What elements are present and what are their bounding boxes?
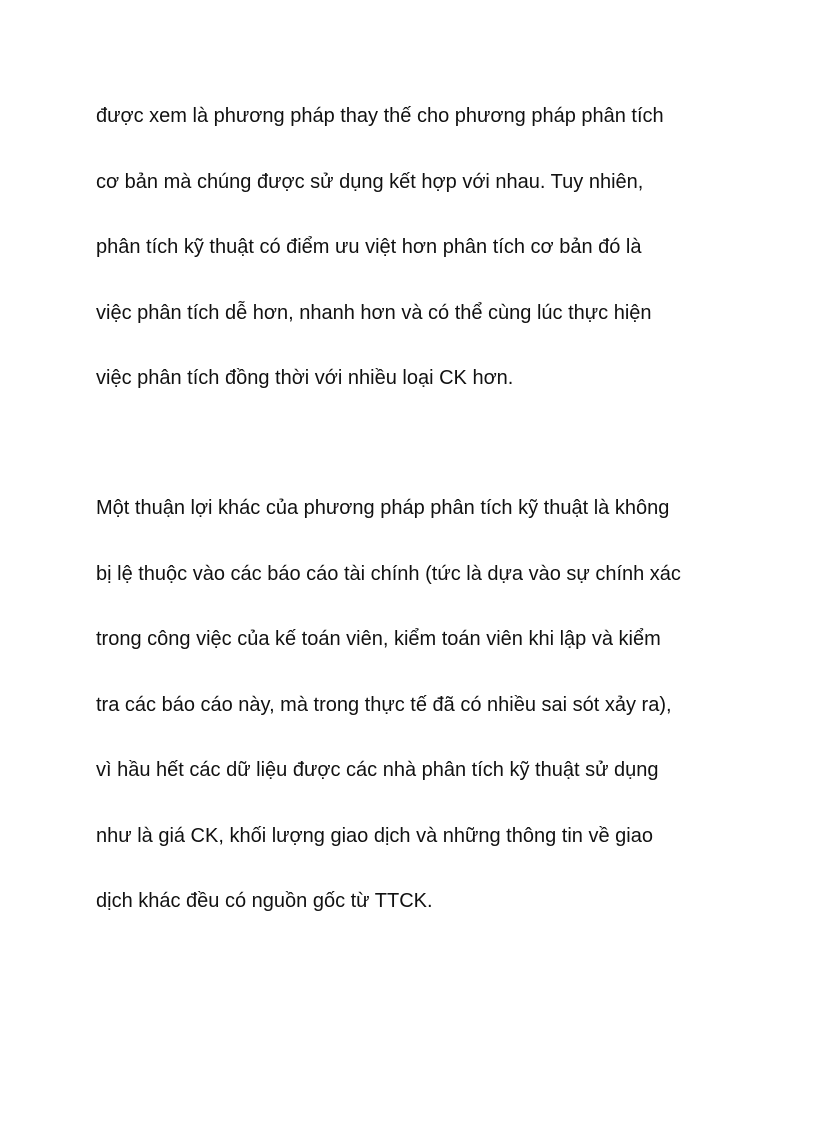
text-line: được xem là phương pháp thay thế cho phương pháp phân tích [96, 105, 664, 127]
text-line: Một thuận lợi khác của phương pháp phân tích kỹ thuật là không [96, 497, 670, 519]
text-line: dịch khác đều có nguồn gốc từ TTCK. [96, 890, 433, 912]
text-line: cơ bản mà chúng được sử dụng kết hợp với nhau. Tuy nhiên, [96, 171, 644, 193]
text-line: như là giá CK, khối lượng giao dịch và những thông tin về giao [96, 825, 653, 847]
text-line: tra các báo cáo này, mà trong thực tế đã có nhiều sai sót xảy ra), [96, 694, 672, 716]
text-line: phân tích kỹ thuật có điểm ưu việt hơn phân tích cơ bản đó là [96, 236, 642, 258]
text-line: việc phân tích dễ hơn, nhanh hơn và có thể cùng lúc thực hiện [96, 302, 652, 324]
text-line: vì hầu hết các dữ liệu được các nhà phân tích kỹ thuật sử dụng [96, 759, 659, 781]
text-line: trong công việc của kế toán viên, kiểm toán viên khi lập và kiểm [96, 628, 661, 650]
text-line: việc phân tích đồng thời với nhiều loại CK hơn. [96, 367, 514, 389]
text-line: bị lệ thuộc vào các báo cáo tài chính (tức là dựa vào sự chính xác [96, 563, 681, 585]
